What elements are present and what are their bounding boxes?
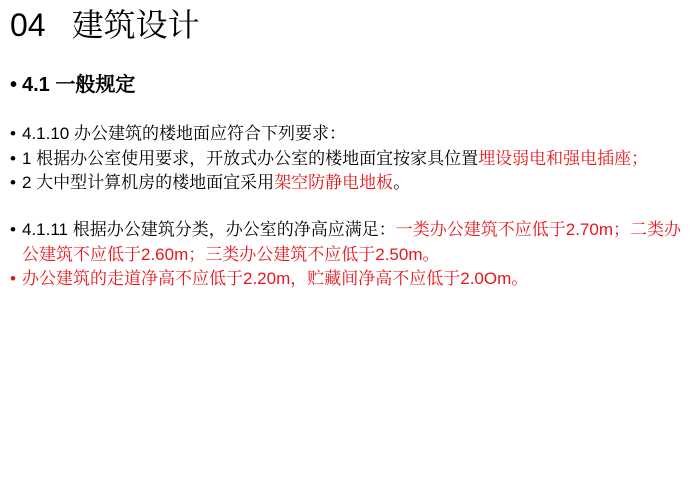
bullet-icon: •	[10, 124, 16, 144]
text-run-highlight: 埋设弱电和强电插座；	[478, 148, 649, 168]
list-item-text	[22, 218, 688, 267]
list-item	[10, 122, 688, 147]
bullet-icon: •	[10, 220, 16, 240]
title-text: 建筑设计	[71, 7, 200, 43]
list-item-text	[22, 147, 688, 172]
spacer-between-groups	[10, 196, 688, 218]
bullet-icon: •	[10, 148, 16, 168]
text-run: 4.1.10 办公建筑的楼地面应符合下列要求：	[22, 124, 346, 144]
bullet-icon: •	[10, 269, 16, 289]
section-heading-label: 4.1 一般规定	[22, 74, 136, 97]
text-run: 4.1.11 根据办公建筑分类，办公室的净高应满足：	[22, 220, 396, 240]
list-item	[10, 267, 688, 292]
slide-body	[0, 71, 700, 292]
section-heading	[10, 71, 688, 100]
text-run: 2 大中型计算机房的楼地面宜采用	[22, 173, 275, 193]
list-item	[10, 147, 688, 172]
list-item-text	[22, 122, 688, 147]
text-run: 1 根据办公室使用要求，开放式办公室的楼地面宜按家具位置	[22, 148, 479, 168]
bullet-icon: •	[10, 173, 16, 193]
list-item	[10, 218, 688, 267]
slide-title	[0, 0, 700, 43]
title-number: 04	[10, 7, 46, 43]
spacer-after-section	[10, 100, 688, 122]
list-item	[10, 171, 688, 196]
list-item-text	[22, 171, 688, 196]
list-item-text	[22, 267, 688, 292]
text-run-highlight: 办公建筑的走道净高不应低于2.20m，贮藏间净高不应低于2.0Om。	[22, 269, 529, 289]
spacer-after-title	[0, 43, 700, 71]
text-run: 。	[393, 173, 411, 193]
text-run-highlight: 架空防静电地板	[274, 173, 394, 193]
bullet-icon: •	[10, 74, 18, 97]
text-run-highlight: 一类办公建筑不应低于2.70m；二类办公建筑不应低于2.60m；三类办公建筑不应低于2.50m。	[22, 220, 681, 264]
